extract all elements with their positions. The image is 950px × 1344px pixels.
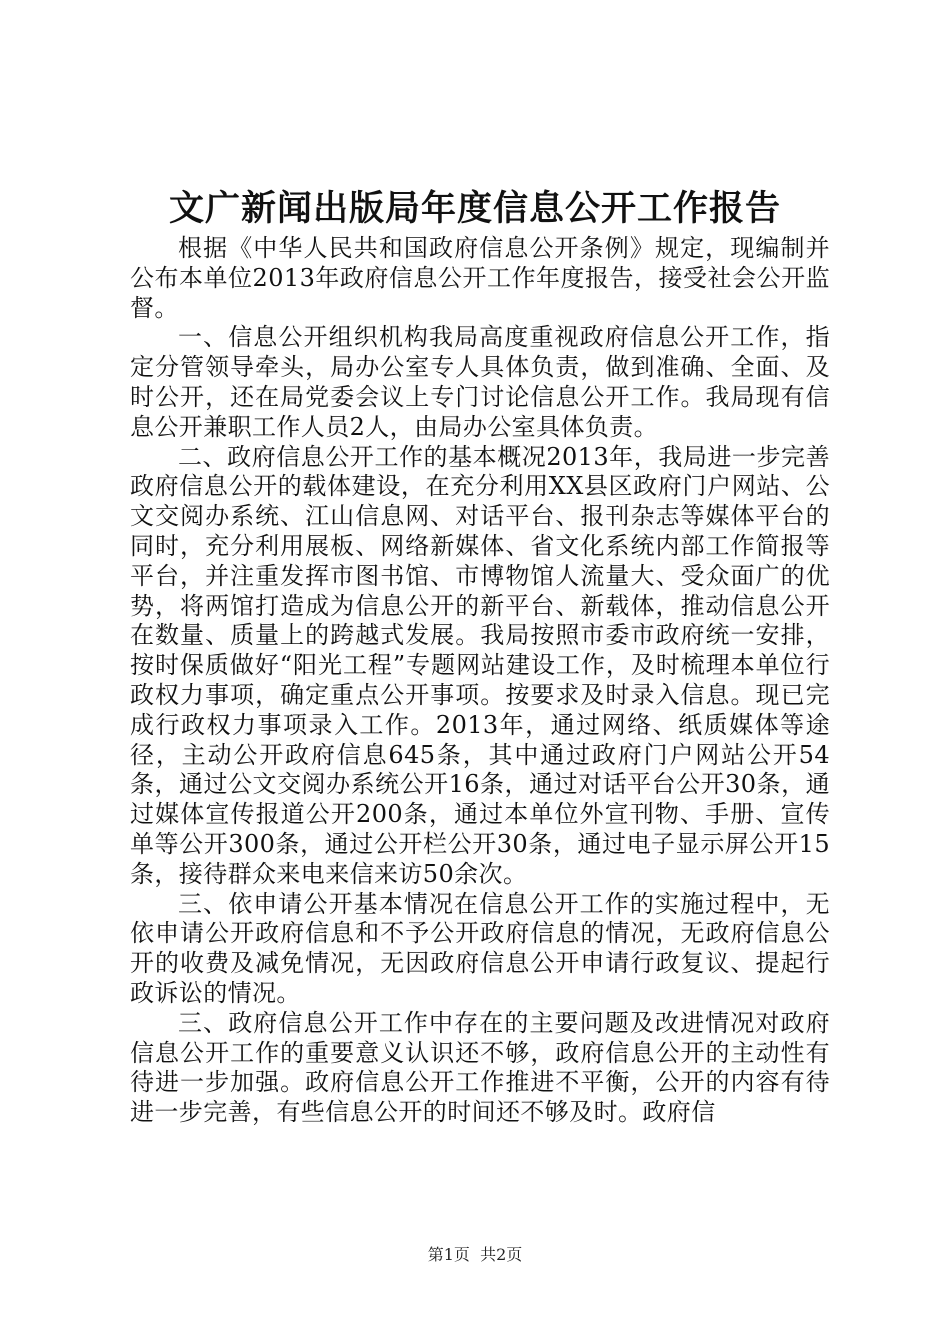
paragraph-section-2: 二、政府信息公开工作的基本概况2013年，我局进一步完善政府信息公开的载体建设，在充分利用XX县区政府门户网站、公文交阅办系统、江山信息网、对话平台、报刊杂志等媒体平台的同时，充分利用展板、网络新媒体、省文化系统内部工作简报等平台，并注重发挥市图书馆、市博物馆人流量大、受众面广的优势，将两馆打造成为信息公开的新平台、新载体，推动信息公开在数量、质量上的跨越式发展。我局按照市委市政府统一安排，按时保质做好“阳光工程”专题网站建设工作，及时梳理本单位行政权力事项，确定重点公开事项。按要求及时录入信息。现已完成行政权力事项录入工作。2013年，通过网络、纸质媒体等途径，主动公开政府信息645条，其中通过政府门户网站公开54条，通过公文交阅办系统公开16条，通过对话平台公开30条，通过媒体宣传报道公开200条，通过本单位外宣刊物、手册、宣传单等公开300条，通过公开栏公开30条，通过电子显示屏公开15条，接待群众来电来信来访50余次。 xyxy=(130,442,830,888)
paragraph-section-1: 一、信息公开组织机构我局高度重视政府信息公开工作，指定分管领导牵头，局办公室专人具体负责，做到准确、全面、及时公开，还在局党委会议上专门讨论信息公开工作。我局现有信息公开兼职工作人员2人，由局办公室具体负责。 xyxy=(130,323,830,441)
document-title: 文广新闻出版局年度信息公开工作报告 xyxy=(168,188,781,229)
paragraph-intro: 根据《中华人民共和国政府信息公开条例》规定，现编制并公布本单位2013年政府信息公开工作年度报告，接受社会公开监督。 xyxy=(130,234,830,322)
paragraph-section-3: 三、依申请公开基本情况在信息公开工作的实施过程中，无依申请公开政府信息和不予公开政府信息的情况，无政府信息公开的收费及减免情况，无因政府信息公开申请行政复议、提起行政诉讼的情况。 xyxy=(130,889,830,1007)
document-body xyxy=(130,234,830,1128)
page-number-current: 第1页 xyxy=(427,1245,470,1264)
page-number-total: 共2页 xyxy=(480,1245,523,1264)
paragraph-section-4: 三、政府信息公开工作中存在的主要问题及改进情况对政府信息公开工作的重要意义认识还不够，政府信息公开的主动性有待进一步加强。政府信息公开工作推进不平衡，公开的内容有待进一步完善，有些信息公开的时间还不够及时。政府信 xyxy=(130,1008,830,1127)
page-footer xyxy=(0,1243,950,1267)
